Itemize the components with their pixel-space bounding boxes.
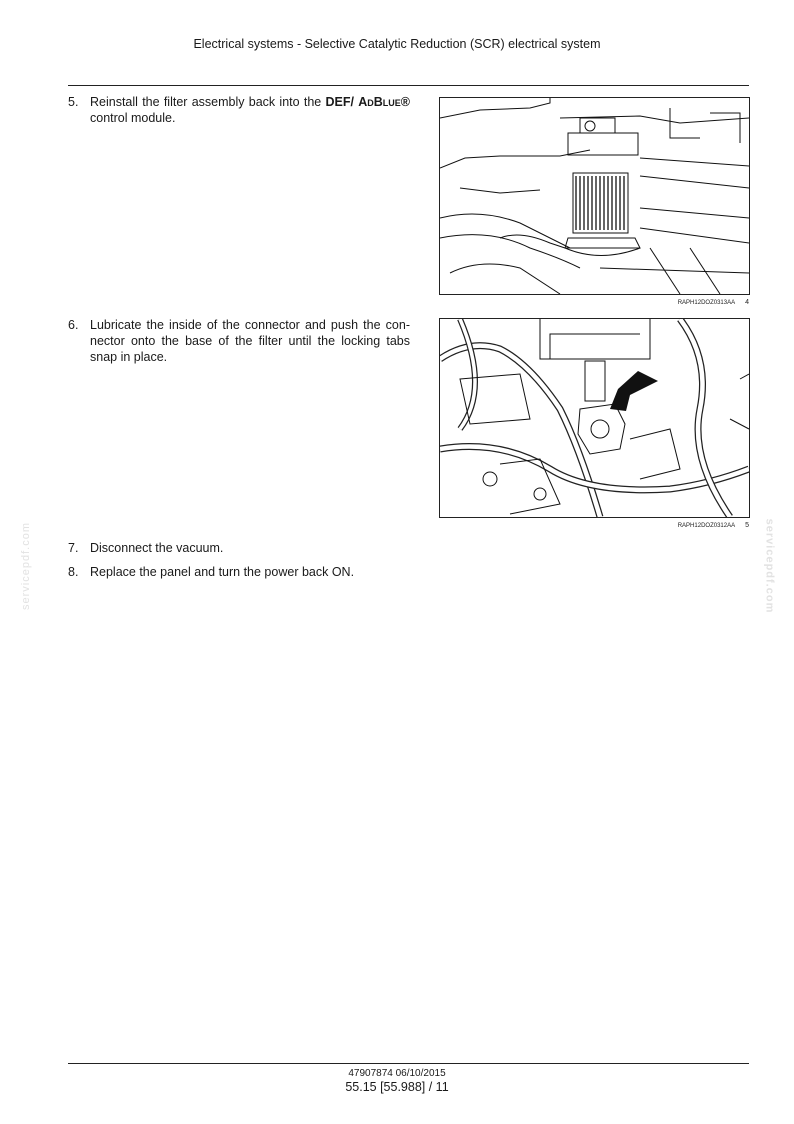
figure-5-caption [600, 522, 749, 529]
filter-illustration [440, 98, 749, 294]
header-rule [68, 85, 749, 86]
step-text: Disconnect the vacuum. [90, 541, 224, 555]
step-text: Reinstall the filter assembly back into the DEF/ AdBlue® control module. [90, 95, 410, 125]
figure-4-filter-install [439, 97, 750, 295]
step-number: 8. [68, 565, 79, 579]
step-number: 5. [68, 95, 79, 109]
step-8 [68, 564, 410, 580]
step-number: 7. [68, 541, 79, 555]
footer-rule [68, 1063, 749, 1064]
step-6 [68, 317, 410, 365]
step-7 [68, 540, 410, 556]
figure-number: 5 [745, 522, 749, 529]
watermark-left: servicepdf.com [19, 522, 32, 610]
figure-number: 4 [745, 299, 749, 306]
step-number: 6. [68, 318, 79, 332]
figure-ref: RAPH12DOZ0312AA [677, 523, 736, 529]
watermark-right: servicepdf.com [763, 518, 776, 614]
def-label: DEF/ [325, 95, 354, 109]
figure-5-connector [439, 318, 750, 518]
footer-document-id: 47907874 06/10/2015 [348, 1068, 446, 1079]
figure-4-caption [600, 299, 749, 306]
pointer-arrow [610, 371, 658, 411]
step-5 [68, 94, 410, 126]
page-header-title: Electrical systems - Selective Catalytic Reduction (SCR) electrical system [193, 37, 601, 51]
step-text: Replace the panel and turn the power back ON. [90, 565, 355, 579]
adblue-label: AdBlue® [358, 95, 410, 109]
connector-illustration [440, 319, 749, 517]
footer-page-number: 55.15 [55.988] / 11 [345, 1080, 449, 1094]
step-text: Lubricate the inside of the connector and push the con-nector onto the base of the filter until the locking tabs snap in place. [90, 318, 410, 364]
figure-ref: RAPH12DOZ0313AA [677, 300, 736, 306]
